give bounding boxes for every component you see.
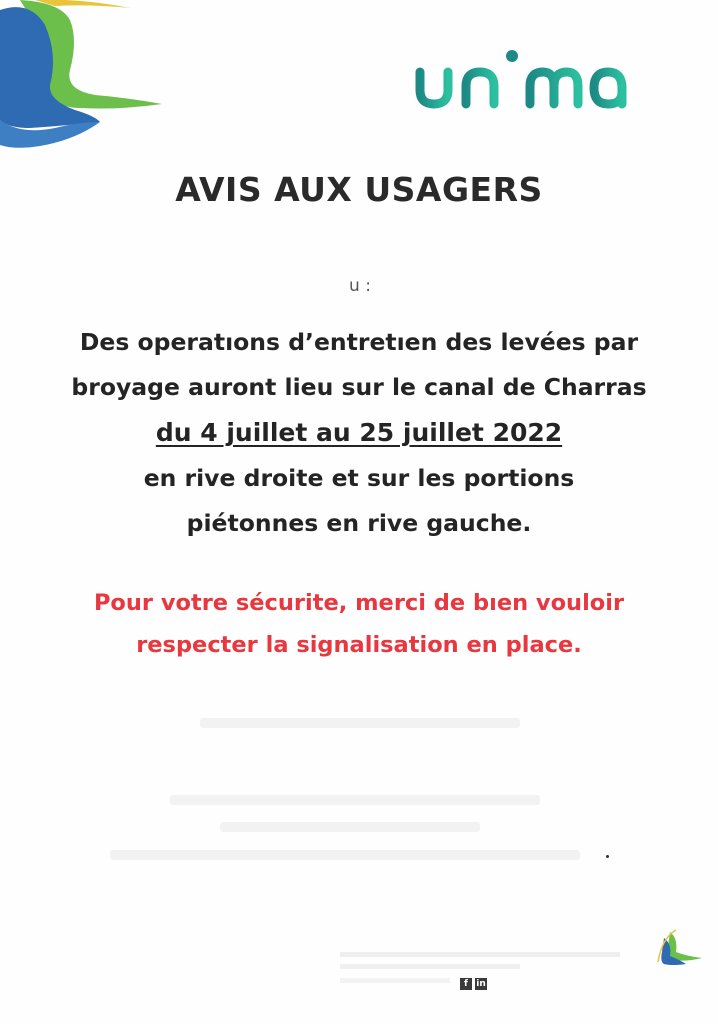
- stray-dot: [606, 855, 609, 858]
- intro-tail: u :: [349, 276, 371, 296]
- faint-text-line: [110, 850, 580, 860]
- faint-text-line: [220, 822, 480, 832]
- unima-logo: [410, 42, 634, 112]
- bird-silhouettes-icon: [0, 0, 170, 150]
- safety-line: respecter la signalisation en place.: [136, 632, 582, 658]
- social-icons: [460, 978, 487, 990]
- faint-text-line: [200, 718, 520, 728]
- message-line: piétonnes en rive gauche.: [186, 509, 532, 537]
- message-line: en rive droite et sur les portions: [143, 464, 575, 492]
- page-title: AVIS AUX USAGERS: [175, 170, 543, 209]
- bird-silhouettes-icon: [656, 928, 706, 968]
- message-line: Des operatıons d’entretıen des levées par: [79, 328, 639, 356]
- linkedin-icon[interactable]: in: [476, 979, 486, 989]
- faint-intro-line: [90, 276, 630, 296]
- faint-text-line: [170, 795, 540, 805]
- facebook-icon[interactable]: f: [460, 978, 472, 990]
- date-range: du 4 juillet au 25 juillet 2022: [155, 418, 563, 447]
- message-line: broyage auront lieu sur le canal de Charras: [71, 373, 647, 401]
- safety-line: Pour votre sécurite, merci de bıen vouloir: [93, 590, 625, 616]
- safety-message: [0, 582, 718, 666]
- notice-message: [0, 320, 718, 546]
